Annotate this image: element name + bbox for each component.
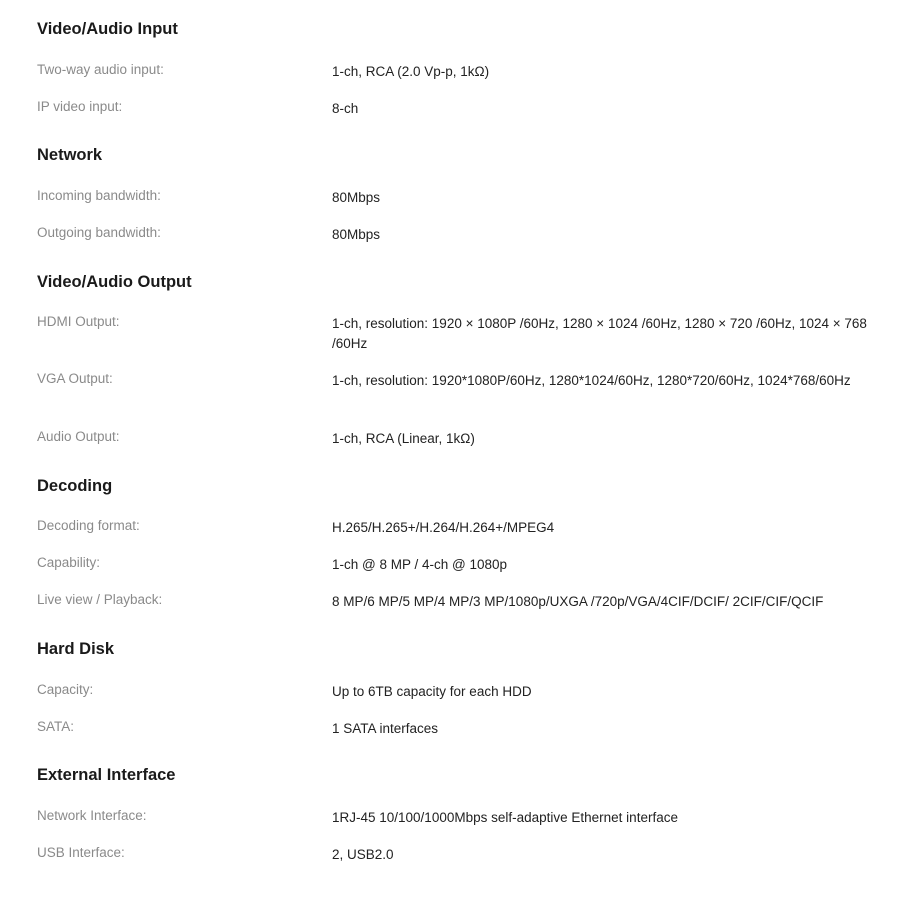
spec-value: 80Mbps: [332, 190, 381, 205]
spec-value: 1-ch, resolution: 1920*1080P/60Hz, 1280*1024/60Hz, 1280*720/60Hz, 1024*768/60Hz: [332, 373, 851, 388]
spec-value: 1RJ-45 10/100/1000Mbps self-adaptive Ethernet interface: [332, 810, 678, 825]
spec-label: HDMI Output:: [37, 314, 120, 329]
spec-label: USB Interface:: [37, 845, 125, 860]
section-title-video-audio-input: Video/Audio Input: [37, 20, 178, 38]
section-title-decoding: Decoding: [37, 477, 113, 495]
spec-label: Decoding format:: [37, 518, 140, 533]
section-title-network: Network: [37, 146, 103, 164]
spec-value: H.265/H.265+/H.264/H.264+/MPEG4: [332, 520, 555, 535]
spec-label: Audio Output:: [37, 429, 120, 444]
spec-value: 1-ch, resolution: 1920 × 1080P /60Hz, 1280 × 1024 /60Hz, 1280 × 720 /60Hz, 1024 × 768 /60Hz: [332, 316, 867, 351]
spec-label: Capability:: [37, 555, 101, 570]
spec-value: 80Mbps: [332, 227, 381, 242]
section-title-video-audio-output: Video/Audio Output: [37, 273, 192, 291]
spec-value: 2, USB2.0: [332, 847, 394, 862]
spec-label: SATA:: [37, 719, 75, 734]
spec-value: 8 MP/6 MP/5 MP/4 MP/3 MP/1080p/UXGA /720p/VGA/4CIF/DCIF/ 2CIF/CIF/QCIF: [332, 594, 824, 609]
section-title-external-interface: External Interface: [37, 766, 176, 784]
spec-label: Network Interface:: [37, 808, 147, 823]
spec-label: Outgoing bandwidth:: [37, 225, 161, 240]
spec-value: 1-ch, RCA (2.0 Vp-p, 1kΩ): [332, 64, 490, 79]
spec-label: VGA Output:: [37, 371, 113, 386]
spec-label: Live view / Playback:: [37, 592, 163, 607]
spec-value: 1-ch, RCA (Linear, 1kΩ): [332, 431, 475, 446]
spec-value: 8-ch: [332, 101, 359, 116]
spec-value: 1-ch @ 8 MP / 4-ch @ 1080p: [332, 557, 507, 572]
section-title-hard-disk: Hard Disk: [37, 640, 115, 658]
spec-label: IP video input:: [37, 99, 123, 114]
spec-value: 1 SATA interfaces: [332, 721, 439, 736]
spec-label: Incoming bandwidth:: [37, 188, 161, 203]
spec-label: Two-way audio input:: [37, 62, 164, 77]
spec-value: Up to 6TB capacity for each HDD: [332, 684, 532, 699]
spec-label: Capacity:: [37, 682, 94, 697]
